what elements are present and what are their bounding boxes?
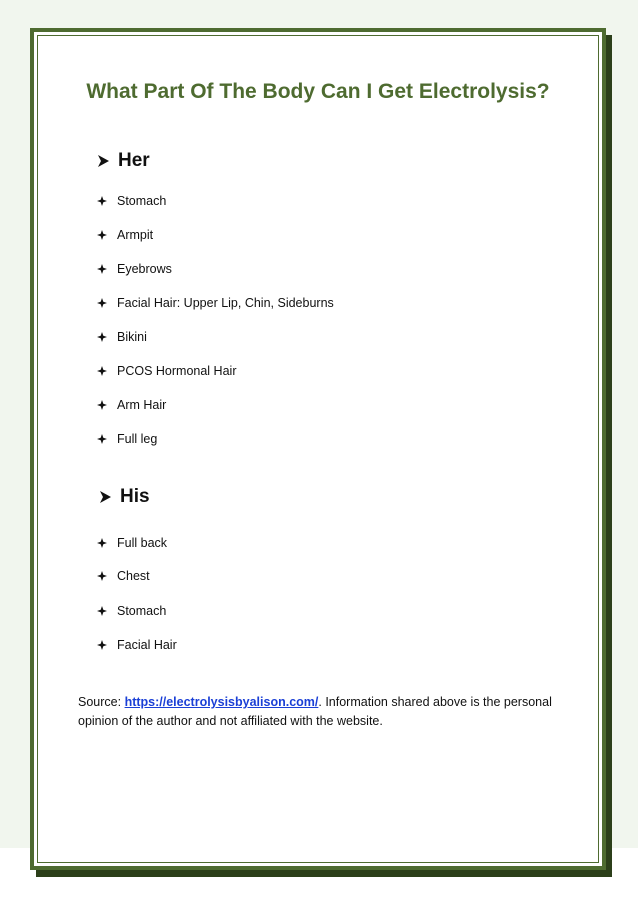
list-item [97, 227, 153, 243]
page-title: What Part Of The Body Can I Get Electrolysis? [86, 80, 550, 103]
list-item [97, 431, 157, 447]
section-heading-his [98, 486, 150, 508]
list-item-label: Stomach [117, 194, 167, 208]
diamond-bullet-icon [97, 196, 107, 206]
diamond-bullet-icon [97, 264, 107, 274]
list-item [97, 261, 172, 277]
list-item [97, 535, 167, 551]
list-item-label: Chest [117, 569, 150, 583]
section-heading-label: Her [118, 150, 150, 171]
diamond-bullet-icon [97, 230, 107, 240]
list-item-label: PCOS Hormonal Hair [117, 364, 237, 378]
arrow-bullet-icon [96, 154, 110, 168]
list-item-label: Facial Hair: Upper Lip, Chin, Sideburns [117, 296, 334, 310]
list-item-label: Eyebrows [117, 262, 172, 276]
list-item [97, 363, 236, 379]
diamond-bullet-icon [97, 298, 107, 308]
diamond-bullet-icon [97, 400, 107, 410]
source-link[interactable]: https://electrolysisbyalison.com/ [124, 695, 319, 709]
list-item-label: Full back [117, 536, 168, 550]
section-heading-label: His [120, 486, 150, 507]
list-item [97, 397, 166, 413]
diamond-bullet-icon [97, 366, 107, 376]
list-item-label: Full leg [117, 432, 158, 446]
list-item-label: Stomach [117, 604, 167, 618]
section-heading-her [96, 150, 150, 172]
list-item [97, 295, 334, 311]
list-item [97, 329, 147, 345]
list-item [97, 637, 177, 653]
source-note [78, 693, 558, 731]
list-item-label: Arm Hair [117, 398, 167, 412]
diamond-bullet-icon [97, 434, 107, 444]
diamond-bullet-icon [97, 332, 107, 342]
diamond-bullet-icon [97, 606, 107, 616]
list-item [97, 603, 166, 619]
list-item [97, 568, 150, 584]
source-disclaimer: . Information shared above is the personal opinion of the author and not affiliated with the website. [78, 695, 552, 728]
diamond-bullet-icon [97, 640, 107, 650]
list-item [97, 193, 166, 209]
list-item-label: Facial Hair [117, 638, 177, 652]
diamond-bullet-icon [97, 538, 107, 548]
arrow-bullet-icon [98, 490, 112, 504]
list-item-label: Bikini [117, 330, 147, 344]
list-item-label: Armpit [117, 228, 154, 242]
source-label: Source: [78, 695, 125, 709]
diamond-bullet-icon [97, 571, 107, 581]
